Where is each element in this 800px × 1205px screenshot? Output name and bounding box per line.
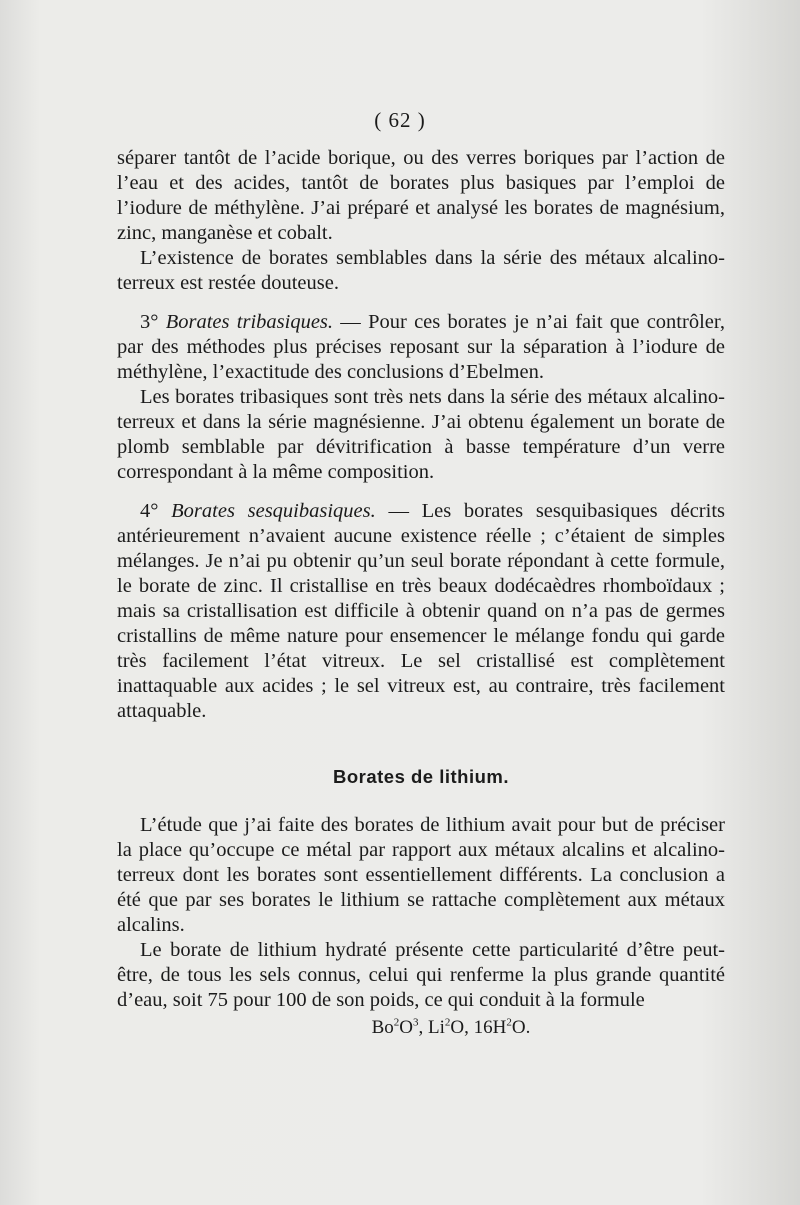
paragraph-7: Le borate de lithium hydraté présente cette particularité d’être peut-être, de tous les sels connus, celui qui renferme la plus grande quantité d’eau, soit 75 pour 100 de son poids, ce qui conduit à la formule [117,939,725,1011]
section-title-sesquibasiques: Borates sesquibasiques. [171,500,376,522]
paragraph-4: Les borates tribasiques sont très nets dans la série des métaux alcalino-terreux et dans la série magnésienne. J’ai obtenu également un borate de plomb semblable par dévitrification à basse température d’un verre correspondant à la même composition. [117,386,725,483]
section-title-tribasiques: Borates tribasiques. [165,311,334,333]
page-number: ( 62 ) [374,108,426,132]
formula-bo-sup: 2 [393,1016,400,1029]
formula-h-sup: 2 [506,1016,512,1029]
paragraph-3 [117,310,725,385]
formula-sep2: , 16H [464,1017,507,1038]
formula-li-sup: 2 [444,1016,451,1029]
section-number-3: 3° [140,311,159,333]
chemical-formula [117,1015,725,1040]
formula-o1-sup: 3 [413,1016,419,1029]
section-heading: Borates de lithium. [332,766,510,787]
body-text [117,146,725,1040]
paragraph-2: L’existence de borates semblables dans la série des métaux alcalino-terreux est restée douteuse. [117,247,725,294]
paragraph-6: L’étude que j’ai faite des borates de lithium avait pour but de préciser la place qu’occupe ce métal par rapport aux métaux alcalins et alcalino-terreux dont les borates sont essentiellement différents. La conclusion a été que par ses borates le lithium se rattache complètement aux métaux alcalins. [117,814,725,936]
formula-o3: O. [511,1017,531,1038]
section-number-4: 4° [140,500,159,522]
formula-bo: Bo [371,1017,394,1038]
formula-o1: O [399,1017,414,1038]
formula-sep1: , Li [418,1017,445,1038]
formula-o2: O [450,1017,465,1038]
paragraph-3-text: — Pour ces borates je n’ai fait que contrôler, par des méthodes plus précises reposant sur la séparation à l’iodure de méthylène, l’exactitude des conclusions d’Ebelmen. [117,311,725,383]
paragraph-5-text: — Les borates sesquibasiques décrits antérieurement n’avaient aucune existence réelle ; c’étaient de simples mélanges. Je n’ai pu obtenir qu’un seul borate répondant à cette formule, le borate de zinc. Il cristallise en très beaux dodécaèdres rhomboïdaux ; mais sa cristallisation est difficile à obtenir quand on n’a pas de germes cristallins de même nature pour ensemencer le mélange fondu qui garde très facilement l’état vitreux. Le sel cristallisé est complètement inattaquable aux acides ; le sel vitreux est, au contraire, très facilement attaquable. [117,500,725,722]
paragraph-5 [117,499,725,724]
paragraph-1: séparer tantôt de l’acide borique, ou des verres boriques par l’action de l’eau et des acides, tantôt de borates plus basiques par l’emploi de l’iodure de méthylène. J’ai préparé et analysé les borates de magnésium, zinc, manganèse et cobalt. [117,147,725,244]
